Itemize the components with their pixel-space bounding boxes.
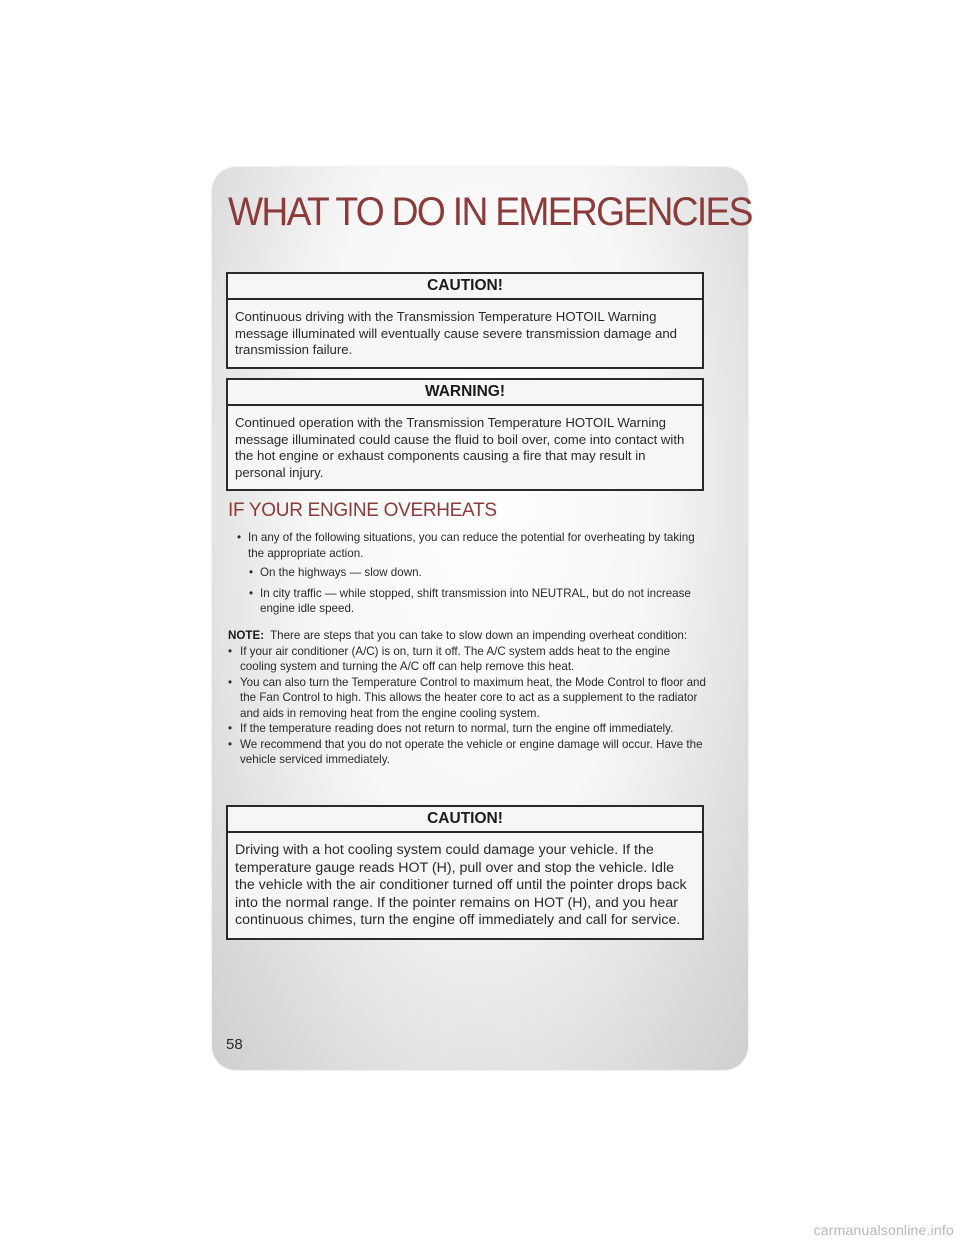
note-list	[228, 644, 706, 768]
note-text: There are steps that you can take to slow down an impending overheat condition:	[270, 629, 688, 642]
chapter-title: WHAT TO DO IN EMERGENCIES	[228, 190, 752, 234]
caution-box-cooling	[226, 805, 704, 940]
list-item: • We recommend that you do not operate the vehicle or engine damage will occur. Have the vehicle serviced immediately.	[228, 737, 706, 768]
caution-text: Driving with a hot cooling system could damage your vehicle. If the temperature gauge reads HOT (H), pull over and stop the vehicle. Idle the vehicle with the air conditioner turned off until the pointer drops back into the normal range. If the pointer remains on HOT (H), and you hear continuous chimes, turn the engine off immediately and call for service.	[235, 842, 687, 928]
section-heading: IF YOUR ENGINE OVERHEATS	[228, 500, 497, 521]
note-label: NOTE:	[228, 629, 265, 642]
overheat-action-list	[228, 565, 706, 622]
overheat-intro-list	[228, 530, 706, 566]
page-number: 58	[226, 1036, 243, 1053]
caution-heading: CAUTION!	[228, 807, 702, 833]
watermark: carmanualsonline.info	[813, 1222, 954, 1238]
list-item: • You can also turn the Temperature Control to maximum heat, the Mode Control to floor and the Fan Control to high. This allows the heater core to act as a supplement to the radiator and aids in removing heat from the engine cooling system.	[228, 675, 706, 722]
caution-box-transmission	[226, 272, 704, 369]
list-item: • If your air conditioner (A/C) is on, turn it off. The A/C system adds heat to the engine cooling system and turning the A/C off can help remove this heat.	[228, 644, 706, 675]
warning-text: Continued operation with the Transmission Temperature HOTOIL Warning message illuminated could cause the fluid to boil over, come into contact with the hot engine or exhaust components causing a fire that may result in personal injury.	[235, 415, 685, 480]
warning-heading: WARNING!	[228, 380, 702, 406]
list-item: • In city traffic — while stopped, shift transmission into NEUTRAL, but do not increase engine idle speed.	[228, 586, 706, 617]
note-intro	[228, 628, 706, 644]
caution-text: Continuous driving with the Transmission Temperature HOTOIL Warning message illuminated will eventually cause severe transmission damage and transmission failure.	[235, 309, 678, 357]
list-item: • On the highways — slow down.	[228, 565, 706, 581]
note-block	[228, 628, 706, 768]
warning-box-transmission	[226, 378, 704, 491]
caution-heading: CAUTION!	[228, 274, 702, 300]
list-item: • If the temperature reading does not return to normal, turn the engine off immediately.	[228, 721, 706, 737]
list-item: • In any of the following situations, you can reduce the potential for overheating by taking the appropriate action.	[228, 530, 706, 561]
